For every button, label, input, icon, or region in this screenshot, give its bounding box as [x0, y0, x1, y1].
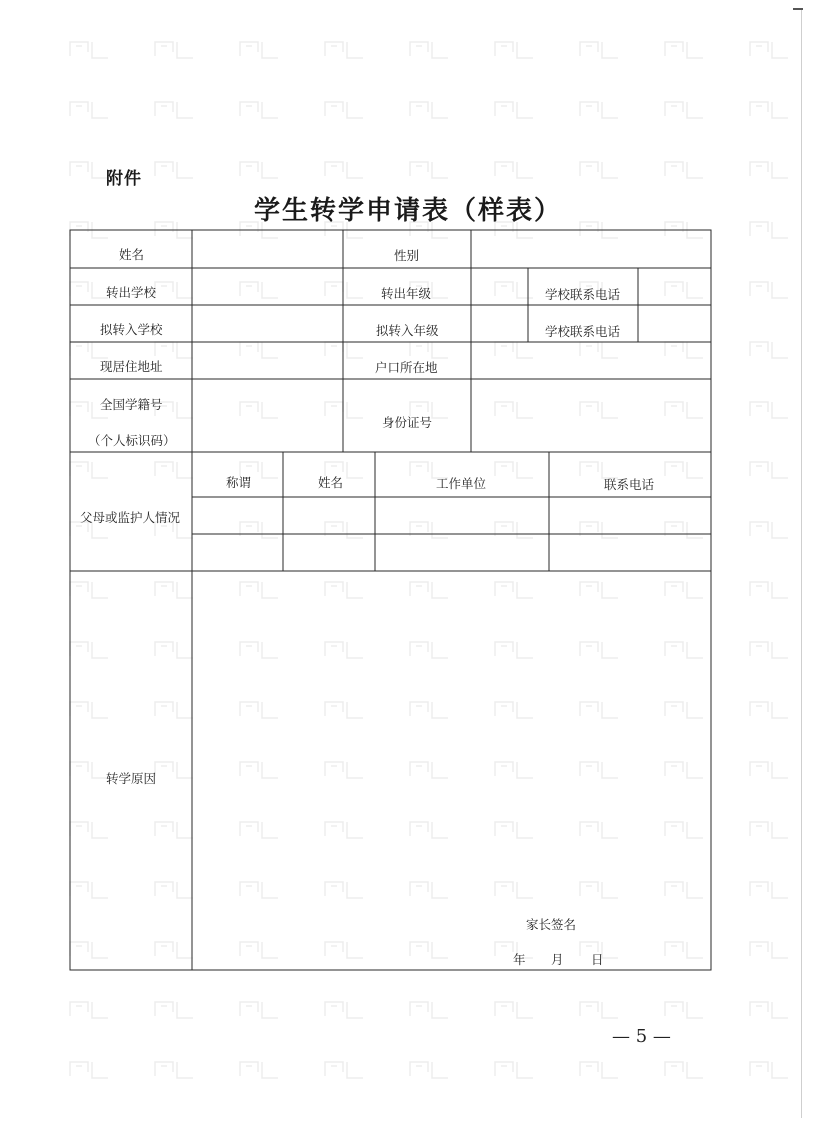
guardian-col-name: 姓名 — [318, 475, 344, 490]
parent-signature-label: 家长签名 — [526, 917, 577, 932]
id-card-label: 身份证号 — [382, 415, 433, 430]
hukou-label: 户口所在地 — [375, 360, 438, 375]
page-title: 学生转学申请表（样表） — [253, 196, 562, 226]
to-grade-label: 拟转入年级 — [376, 323, 439, 338]
to-school-label: 拟转入学校 — [100, 322, 163, 337]
form-border — [70, 230, 711, 970]
from-school-label: 转出学校 — [106, 285, 157, 300]
gender-label: 性别 — [394, 248, 420, 263]
date-month-label: 月 — [551, 952, 564, 967]
page-number: — 5 — — [612, 1026, 671, 1047]
attachment-label: 附件 — [106, 169, 142, 189]
school-phone-label-in: 学校联系电话 — [545, 324, 621, 339]
address-label: 现居住地址 — [100, 359, 163, 374]
name-label: 姓名 — [119, 247, 145, 262]
guardian-section-label: 父母或监护人情况 — [80, 510, 181, 525]
guardian-col-relation: 称谓 — [226, 475, 252, 490]
guardian-col-phone: 联系电话 — [604, 477, 655, 492]
school-phone-label-out: 学校联系电话 — [545, 287, 621, 302]
student-id-label: 全国学籍号 — [100, 397, 163, 412]
guardian-col-workplace: 工作单位 — [436, 476, 487, 491]
student-id-sub-label: （个人标识码） — [88, 433, 176, 448]
date-year-label: 年 — [513, 952, 526, 967]
reason-label: 转学原因 — [106, 771, 157, 786]
date-day-label: 日 — [591, 952, 604, 967]
from-grade-label: 转出年级 — [381, 286, 432, 301]
